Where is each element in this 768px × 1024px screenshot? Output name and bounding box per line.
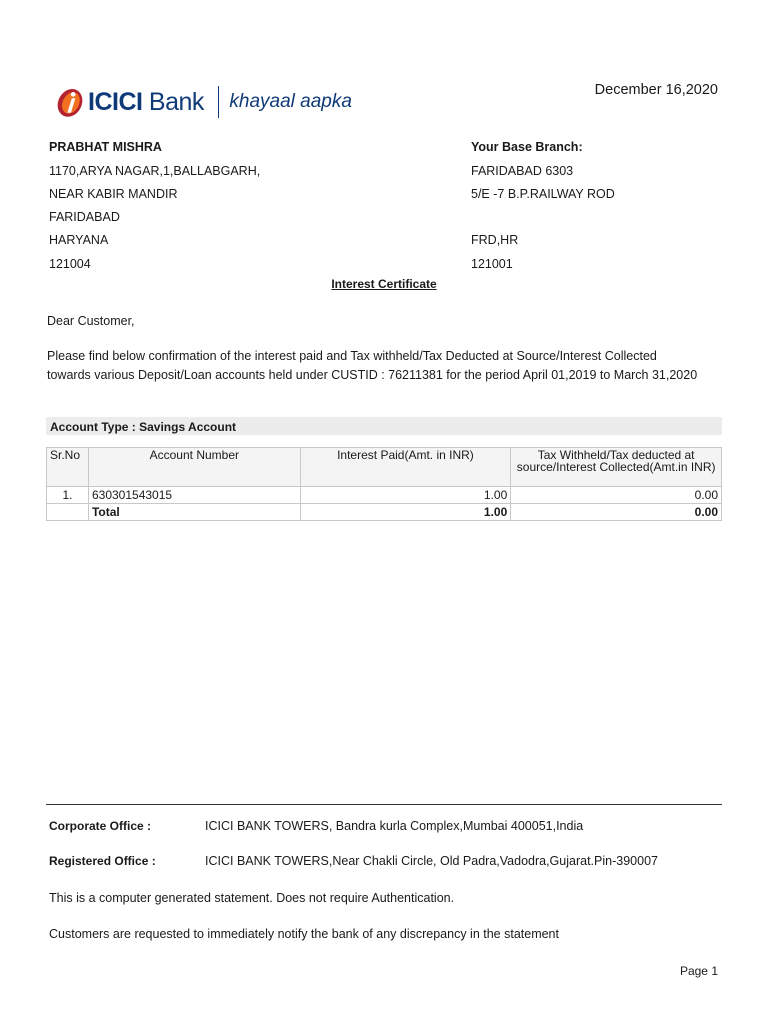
total-label: Total xyxy=(88,504,300,521)
corporate-office-label: Corporate Office : xyxy=(49,819,152,833)
account-type-bar xyxy=(46,417,722,435)
branch-line: FARIDABAD 6303 xyxy=(471,164,574,178)
registered-office-address: ICICI BANK TOWERS,Near Chakli Circle, Old Padra,Vadodra,Gujarat.Pin-390007 xyxy=(205,854,658,868)
statement-date: December 16,2020 xyxy=(594,82,718,98)
total-tax-withheld: 0.00 xyxy=(511,504,722,521)
cell-srno: 1. xyxy=(47,487,89,504)
customer-name: PRABHAT MISHRA xyxy=(49,140,162,154)
body-line-2: towards various Deposit/Loan accounts held under CUSTID : 76211381 for the period April 01,2019 to March 31,2020 xyxy=(47,368,698,382)
computer-generated-note: This is a computer generated statement. Does not require Authentication. xyxy=(49,891,455,905)
customer-address-line: NEAR KABIR MANDIR xyxy=(49,187,178,201)
logo-tagline: khayaal aapka xyxy=(229,91,352,112)
interest-table xyxy=(46,447,722,521)
page-number: Page 1 xyxy=(679,964,718,978)
cell-empty xyxy=(47,504,89,521)
registered-office-label: Registered Office : xyxy=(49,854,156,868)
body-line-1: Please find below confirmation of the interest paid and Tax withheld/Tax Deducted at Source/Interest Collected xyxy=(47,349,657,363)
table-header-row xyxy=(47,448,722,487)
col-header-tax-withheld: Tax Withheld/Tax deducted at source/Interest Collected(Amt.in INR) xyxy=(511,448,722,487)
col-header-srno: Sr.No xyxy=(47,448,89,487)
corporate-office-address: ICICI BANK TOWERS, Bandra kurla Complex,Mumbai 400051,India xyxy=(205,819,584,833)
greeting: Dear Customer, xyxy=(47,314,135,328)
customer-pincode: 121004 xyxy=(49,257,91,271)
customer-address-line: HARYANA xyxy=(49,233,109,247)
table-total-row xyxy=(47,504,722,521)
logo-divider xyxy=(218,86,220,118)
cell-interest-paid: 1.00 xyxy=(300,487,511,504)
icici-emblem-icon xyxy=(52,84,88,120)
branch-heading: Your Base Branch: xyxy=(471,140,583,154)
col-header-account-number: Account Number xyxy=(88,448,300,487)
branch-line: FRD,HR xyxy=(471,233,519,247)
account-type-label: Account Type : Savings Account xyxy=(50,420,237,434)
logo-wordmark: ICICI Bank xyxy=(88,87,204,116)
col-header-interest-paid: Interest Paid(Amt. in INR) xyxy=(300,448,511,487)
cell-account-number: 630301543015 xyxy=(88,487,300,504)
customer-address-line: FARIDABAD xyxy=(49,210,120,224)
certificate-title: Interest Certificate xyxy=(331,277,437,291)
branch-line: 5/E -7 B.P.RAILWAY ROD xyxy=(471,187,615,201)
customer-address-line: 1170,ARYA NAGAR,1,BALLABGARH, xyxy=(49,164,261,178)
branch-pincode: 121001 xyxy=(471,257,513,271)
bank-logo xyxy=(52,80,352,124)
cell-tax-withheld: 0.00 xyxy=(511,487,722,504)
table-row xyxy=(47,487,722,504)
total-interest-paid: 1.00 xyxy=(300,504,511,521)
discrepancy-note: Customers are requested to immediately notify the bank of any discrepancy in the statement xyxy=(49,927,559,941)
footer-divider xyxy=(46,804,722,805)
